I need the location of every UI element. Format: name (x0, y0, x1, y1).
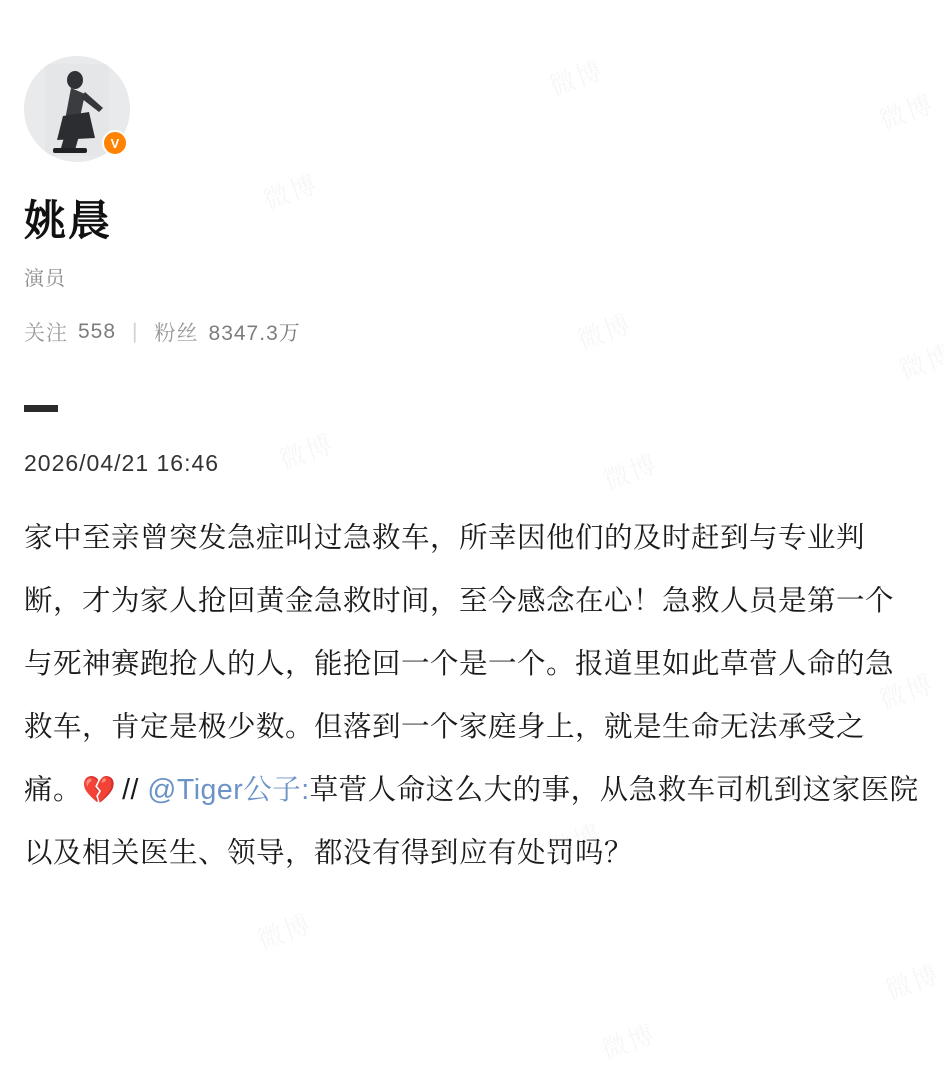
repost-marker: // (122, 774, 139, 806)
post-content (24, 507, 920, 885)
post-card (24, 450, 920, 885)
stats-separator: | (132, 320, 139, 343)
post-timestamp: 2026/04/21 16:46 (24, 450, 220, 476)
avatar-photo-illustration (45, 64, 109, 156)
post-text-primary: 家中至亲曾突发急症叫过急救车，所幸因他们的及时赶到与专业判断，才为家人抢回黄金急救时间，至今感念在心！急救人员是第一个与死神赛跑抢人的人，能抢回一个是一个。报道里如此草菅人命的急救车，肯定是极少数。但落到一个家庭身上，就是生命无法承受之痛。 (24, 522, 895, 806)
watermark-mark (879, 954, 944, 1008)
watermark-mark (595, 1014, 660, 1068)
profile-header (24, 0, 920, 347)
following-label: 关注 (24, 322, 68, 345)
broken-heart-icon: 💔 (82, 775, 117, 805)
profile-stats (24, 317, 920, 347)
post-text-quoted: 草菅人命这么大的事，从急救车司机到这家医院以及相关医生、领导，都没有得到应有处罚吗？ (24, 774, 919, 869)
mention-link[interactable]: @Tiger公子: (147, 774, 310, 806)
avatar[interactable] (24, 56, 130, 162)
profile-occupation: 演员 (24, 268, 66, 290)
followers-count[interactable]: 8347.3万 (208, 322, 301, 345)
following-count[interactable]: 558 (78, 320, 117, 343)
verified-badge-icon: V (102, 130, 128, 156)
section-divider (24, 405, 58, 412)
watermark-mark (251, 904, 316, 958)
followers-label: 粉丝 (154, 322, 199, 345)
page-title: 姚晨 (24, 197, 113, 244)
